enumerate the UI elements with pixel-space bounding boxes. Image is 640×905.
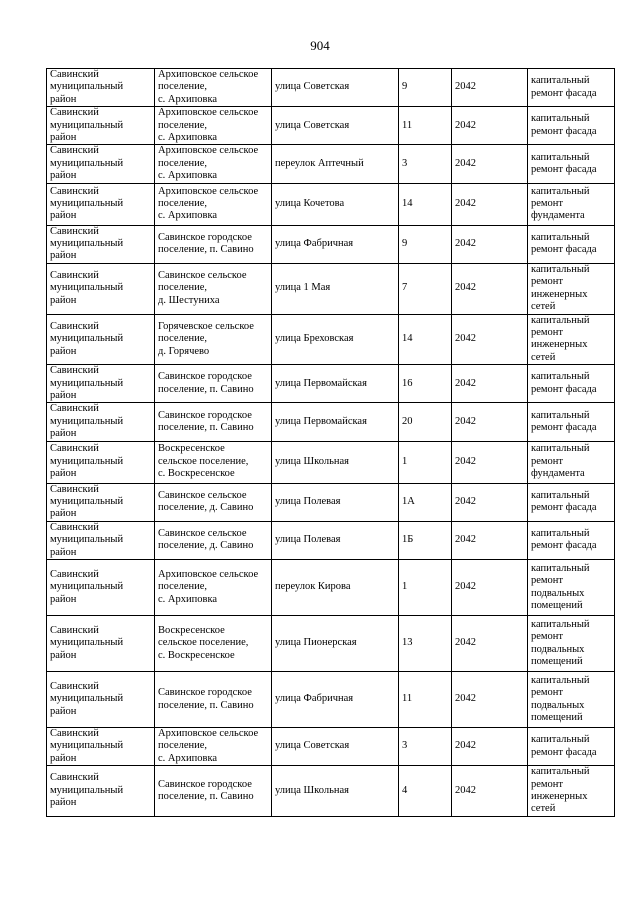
district-cell: Савинский муниципальный район <box>47 616 155 672</box>
year-cell: 2042 <box>452 69 528 107</box>
house-number-cell: 7 <box>399 263 452 314</box>
street-cell: улица Полевая <box>272 521 399 559</box>
street-cell: улица Советская <box>272 728 399 766</box>
house-number-cell: 4 <box>399 766 452 817</box>
table-row <box>47 483 615 521</box>
table-row <box>47 766 615 817</box>
street-cell: улица Фабричная <box>272 672 399 728</box>
house-number-cell: 9 <box>399 69 452 107</box>
year-cell: 2042 <box>452 225 528 263</box>
district-cell: Савинский муниципальный район <box>47 483 155 521</box>
settlement-cell: Архиповское сельское поселение, с. Архиповка <box>155 145 272 183</box>
district-cell: Савинский муниципальный район <box>47 521 155 559</box>
table-row <box>47 672 615 728</box>
settlement-cell: Горячевское сельское поселение, д. Горячево <box>155 314 272 365</box>
year-cell: 2042 <box>452 672 528 728</box>
settlement-cell: Архиповское сельское поселение, с. Архиповка <box>155 183 272 225</box>
year-cell: 2042 <box>452 441 528 483</box>
district-cell: Савинский муниципальный район <box>47 225 155 263</box>
year-cell: 2042 <box>452 365 528 403</box>
housing-repair-table <box>46 68 615 817</box>
work-type-cell: капитальный ремонт фасада <box>528 365 615 403</box>
year-cell: 2042 <box>452 616 528 672</box>
settlement-cell: Воскресенское сельское поселение, с. Воскресенское <box>155 441 272 483</box>
work-type-cell: капитальный ремонт подвальных помещений <box>528 560 615 616</box>
work-type-cell: капитальный ремонт фасада <box>528 521 615 559</box>
district-cell: Савинский муниципальный район <box>47 403 155 441</box>
district-cell: Савинский муниципальный район <box>47 145 155 183</box>
settlement-cell: Архиповское сельское поселение, с. Архиповка <box>155 107 272 145</box>
settlement-cell: Воскресенское сельское поселение, с. Воскресенское <box>155 616 272 672</box>
district-cell: Савинский муниципальный район <box>47 766 155 817</box>
street-cell: улица Пионерская <box>272 616 399 672</box>
house-number-cell: 3 <box>399 145 452 183</box>
settlement-cell: Савинское городское поселение, п. Савино <box>155 365 272 403</box>
settlement-cell: Савинское сельское поселение, д. Шестуниха <box>155 263 272 314</box>
house-number-cell: 3 <box>399 728 452 766</box>
table-row <box>47 365 615 403</box>
work-type-cell: капитальный ремонт подвальных помещений <box>528 616 615 672</box>
street-cell: улица Полевая <box>272 483 399 521</box>
table-row <box>47 403 615 441</box>
year-cell: 2042 <box>452 766 528 817</box>
house-number-cell: 9 <box>399 225 452 263</box>
settlement-cell: Савинское городское поселение, п. Савино <box>155 672 272 728</box>
year-cell: 2042 <box>452 263 528 314</box>
settlement-cell: Савинское городское поселение, п. Савино <box>155 766 272 817</box>
street-cell: улица Первомайская <box>272 365 399 403</box>
work-type-cell: капитальный ремонт фасада <box>528 728 615 766</box>
year-cell: 2042 <box>452 728 528 766</box>
district-cell: Савинский муниципальный район <box>47 560 155 616</box>
year-cell: 2042 <box>452 560 528 616</box>
table-row <box>47 728 615 766</box>
street-cell: улица Советская <box>272 69 399 107</box>
district-cell: Савинский муниципальный район <box>47 107 155 145</box>
house-number-cell: 1 <box>399 560 452 616</box>
settlement-cell: Архиповское сельское поселение, с. Архиповка <box>155 560 272 616</box>
street-cell: улица Школьная <box>272 766 399 817</box>
district-cell: Савинский муниципальный район <box>47 183 155 225</box>
year-cell: 2042 <box>452 314 528 365</box>
work-type-cell: капитальный ремонт фасада <box>528 225 615 263</box>
street-cell: улица Фабричная <box>272 225 399 263</box>
house-number-cell: 13 <box>399 616 452 672</box>
street-cell: улица 1 Мая <box>272 263 399 314</box>
work-type-cell: капитальный ремонт инженерных сетей <box>528 314 615 365</box>
house-number-cell: 11 <box>399 672 452 728</box>
work-type-cell: капитальный ремонт инженерных сетей <box>528 263 615 314</box>
work-type-cell: капитальный ремонт фасада <box>528 403 615 441</box>
district-cell: Савинский муниципальный район <box>47 69 155 107</box>
table-row <box>47 107 615 145</box>
table-row <box>47 521 615 559</box>
street-cell: улица Первомайская <box>272 403 399 441</box>
street-cell: улица Кочетова <box>272 183 399 225</box>
district-cell: Савинский муниципальный район <box>47 263 155 314</box>
year-cell: 2042 <box>452 183 528 225</box>
work-type-cell: капитальный ремонт фасада <box>528 483 615 521</box>
district-cell: Савинский муниципальный район <box>47 441 155 483</box>
year-cell: 2042 <box>452 521 528 559</box>
work-type-cell: капитальный ремонт фасада <box>528 107 615 145</box>
street-cell: улица Школьная <box>272 441 399 483</box>
table-row <box>47 183 615 225</box>
work-type-cell: капитальный ремонт инженерных сетей <box>528 766 615 817</box>
house-number-cell: 1А <box>399 483 452 521</box>
district-cell: Савинский муниципальный район <box>47 728 155 766</box>
work-type-cell: капитальный ремонт фасада <box>528 69 615 107</box>
settlement-cell: Савинское сельское поселение, д. Савино <box>155 483 272 521</box>
year-cell: 2042 <box>452 483 528 521</box>
district-cell: Савинский муниципальный район <box>47 365 155 403</box>
street-cell: переулок Кирова <box>272 560 399 616</box>
house-number-cell: 14 <box>399 183 452 225</box>
table-row <box>47 616 615 672</box>
house-number-cell: 16 <box>399 365 452 403</box>
table-row <box>47 263 615 314</box>
street-cell: переулок Аптечный <box>272 145 399 183</box>
work-type-cell: капитальный ремонт фасада <box>528 145 615 183</box>
settlement-cell: Савинское сельское поселение, д. Савино <box>155 521 272 559</box>
settlement-cell: Архиповское сельское поселение, с. Архиповка <box>155 728 272 766</box>
page-number: 904 <box>310 38 330 53</box>
table-row <box>47 560 615 616</box>
settlement-cell: Савинское городское поселение, п. Савино <box>155 225 272 263</box>
settlement-cell: Архиповское сельское поселение, с. Архиповка <box>155 69 272 107</box>
table-row <box>47 225 615 263</box>
table-row <box>47 69 615 107</box>
house-number-cell: 1Б <box>399 521 452 559</box>
work-type-cell: капитальный ремонт фундамента <box>528 441 615 483</box>
work-type-cell: капитальный ремонт подвальных помещений <box>528 672 615 728</box>
table-row <box>47 145 615 183</box>
house-number-cell: 14 <box>399 314 452 365</box>
year-cell: 2042 <box>452 107 528 145</box>
district-cell: Савинский муниципальный район <box>47 672 155 728</box>
district-cell: Савинский муниципальный район <box>47 314 155 365</box>
house-number-cell: 20 <box>399 403 452 441</box>
street-cell: улица Советская <box>272 107 399 145</box>
year-cell: 2042 <box>452 145 528 183</box>
table-row <box>47 441 615 483</box>
house-number-cell: 11 <box>399 107 452 145</box>
year-cell: 2042 <box>452 403 528 441</box>
house-number-cell: 1 <box>399 441 452 483</box>
table-row <box>47 314 615 365</box>
settlement-cell: Савинское городское поселение, п. Савино <box>155 403 272 441</box>
street-cell: улица Бреховская <box>272 314 399 365</box>
work-type-cell: капитальный ремонт фундамента <box>528 183 615 225</box>
